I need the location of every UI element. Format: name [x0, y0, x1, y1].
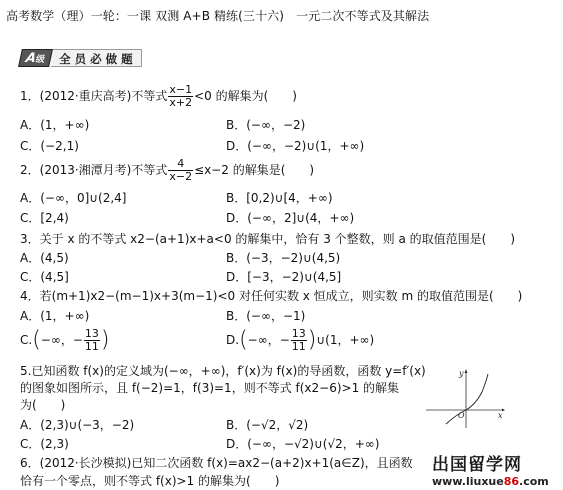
question-5-line-3: 为( ): [20, 398, 66, 412]
question-5-line-1: 5.已知函数 f(x)的定义域为(−∞，+∞)，f′(x)为 f(x)的导函数，函数 y=f′(x): [20, 364, 426, 378]
q2-option-a[interactable]: A．(−∞，0]∪(2,4]: [20, 191, 127, 205]
q3-option-c[interactable]: C．(4,5]: [20, 270, 69, 284]
q2-fraction: $\frac{4}{x-2}$: [169, 157, 193, 183]
site-watermark: [432, 450, 563, 490]
question-6-line-2: 恰有一个零点，则不等式 f(x)>1 的解集为( ): [20, 474, 280, 488]
q4-option-a[interactable]: A．(1，+∞): [20, 309, 90, 323]
q3-option-d[interactable]: D．[−3，−2)∪(4,5]: [226, 270, 342, 284]
q1-option-a[interactable]: A．(1，+∞): [20, 118, 90, 132]
q4-option-b[interactable]: B．(−∞，−1): [226, 309, 306, 323]
q1-fraction: $\frac{x-1}{x+2}$: [169, 83, 193, 109]
question-4: 4．若(m+1)x2−(m−1)x+3(m−1)<0 对任何实数 x 恒成立，则实数 m 的取值范围是( ): [20, 289, 523, 303]
q4-option-d[interactable]: D.(−∞，− $\frac{13}{11}$ )∪(1，+∞): [226, 327, 375, 353]
q3-option-a[interactable]: A．(4,5): [20, 251, 69, 265]
origin-label: O: [458, 411, 465, 420]
derivative-curve: [446, 374, 488, 424]
q2-option-c[interactable]: C．[2,4): [20, 211, 69, 225]
derivative-graph: [424, 366, 506, 430]
question-6-line-1: 6．(2012·长沙模拟)已知二次函数 f(x)=ax2−(a+2)x+1(a∈Z)，且函数: [20, 456, 413, 470]
level-badge-letter: A级: [18, 49, 53, 67]
q5-option-c[interactable]: C．(2,3): [20, 437, 69, 451]
q3-option-b[interactable]: B．(−3，−2)∪(4,5): [226, 251, 341, 265]
question-2: 2．(2013·湘潭月考)不等式 $\frac{4}{x-2}$ ≤x−2 的解集是( ): [20, 157, 315, 183]
q5-option-b[interactable]: B．(−√2，√2): [226, 418, 309, 432]
page-title: 高考数学（理）一轮：一课 双测 A+B 精练(三十六) 一元二次不等式及其解法: [6, 9, 430, 23]
level-badge-text: 全 员 必 做 题: [51, 49, 142, 67]
q1-option-c[interactable]: C．(−2,1): [20, 139, 79, 153]
q4-option-c[interactable]: C.(−∞，− $\frac{13}{11}$ ): [20, 327, 110, 353]
question-1: 1．(2012·重庆高考)不等式 $\frac{x-1}{x+2}$ <0 的解集为( ): [20, 83, 297, 109]
level-badge: [20, 49, 142, 67]
q5-option-a[interactable]: A．(2,3)∪(−3，−2): [20, 418, 135, 432]
q4c-fraction: $\frac{13}{11}$: [84, 327, 99, 353]
question-5-line-2: 的图象如图所示，且 f(−2)=1，f(3)=1，则不等式 f(x2−6)>1 的解集: [20, 381, 400, 395]
watermark-cn: 出国留学网: [432, 455, 522, 475]
q2-option-d[interactable]: D．(−∞，2]∪(4，+∞): [226, 211, 355, 225]
q5-option-d[interactable]: D．(−∞，−√2)∪(√2，+∞): [226, 437, 380, 451]
q2-option-b[interactable]: B．[0,2)∪[4，+∞): [226, 191, 333, 205]
watermark-url: www.liuxue86.com: [432, 475, 549, 488]
q4d-fraction: $\frac{13}{11}$: [291, 327, 306, 353]
q1-option-d[interactable]: D．(−∞，−2)∪(1，+∞): [226, 139, 365, 153]
q1-option-b[interactable]: B．(−∞，−2): [226, 118, 306, 132]
y-axis-arrow: [465, 369, 468, 373]
y-axis-label: y: [459, 369, 464, 378]
question-3: 3．关于 x 的不等式 x2−(a+1)x+a<0 的解集中，恰有 3 个整数，则 a 的取值范围是( ): [20, 232, 516, 246]
x-axis-label: x: [498, 411, 503, 420]
